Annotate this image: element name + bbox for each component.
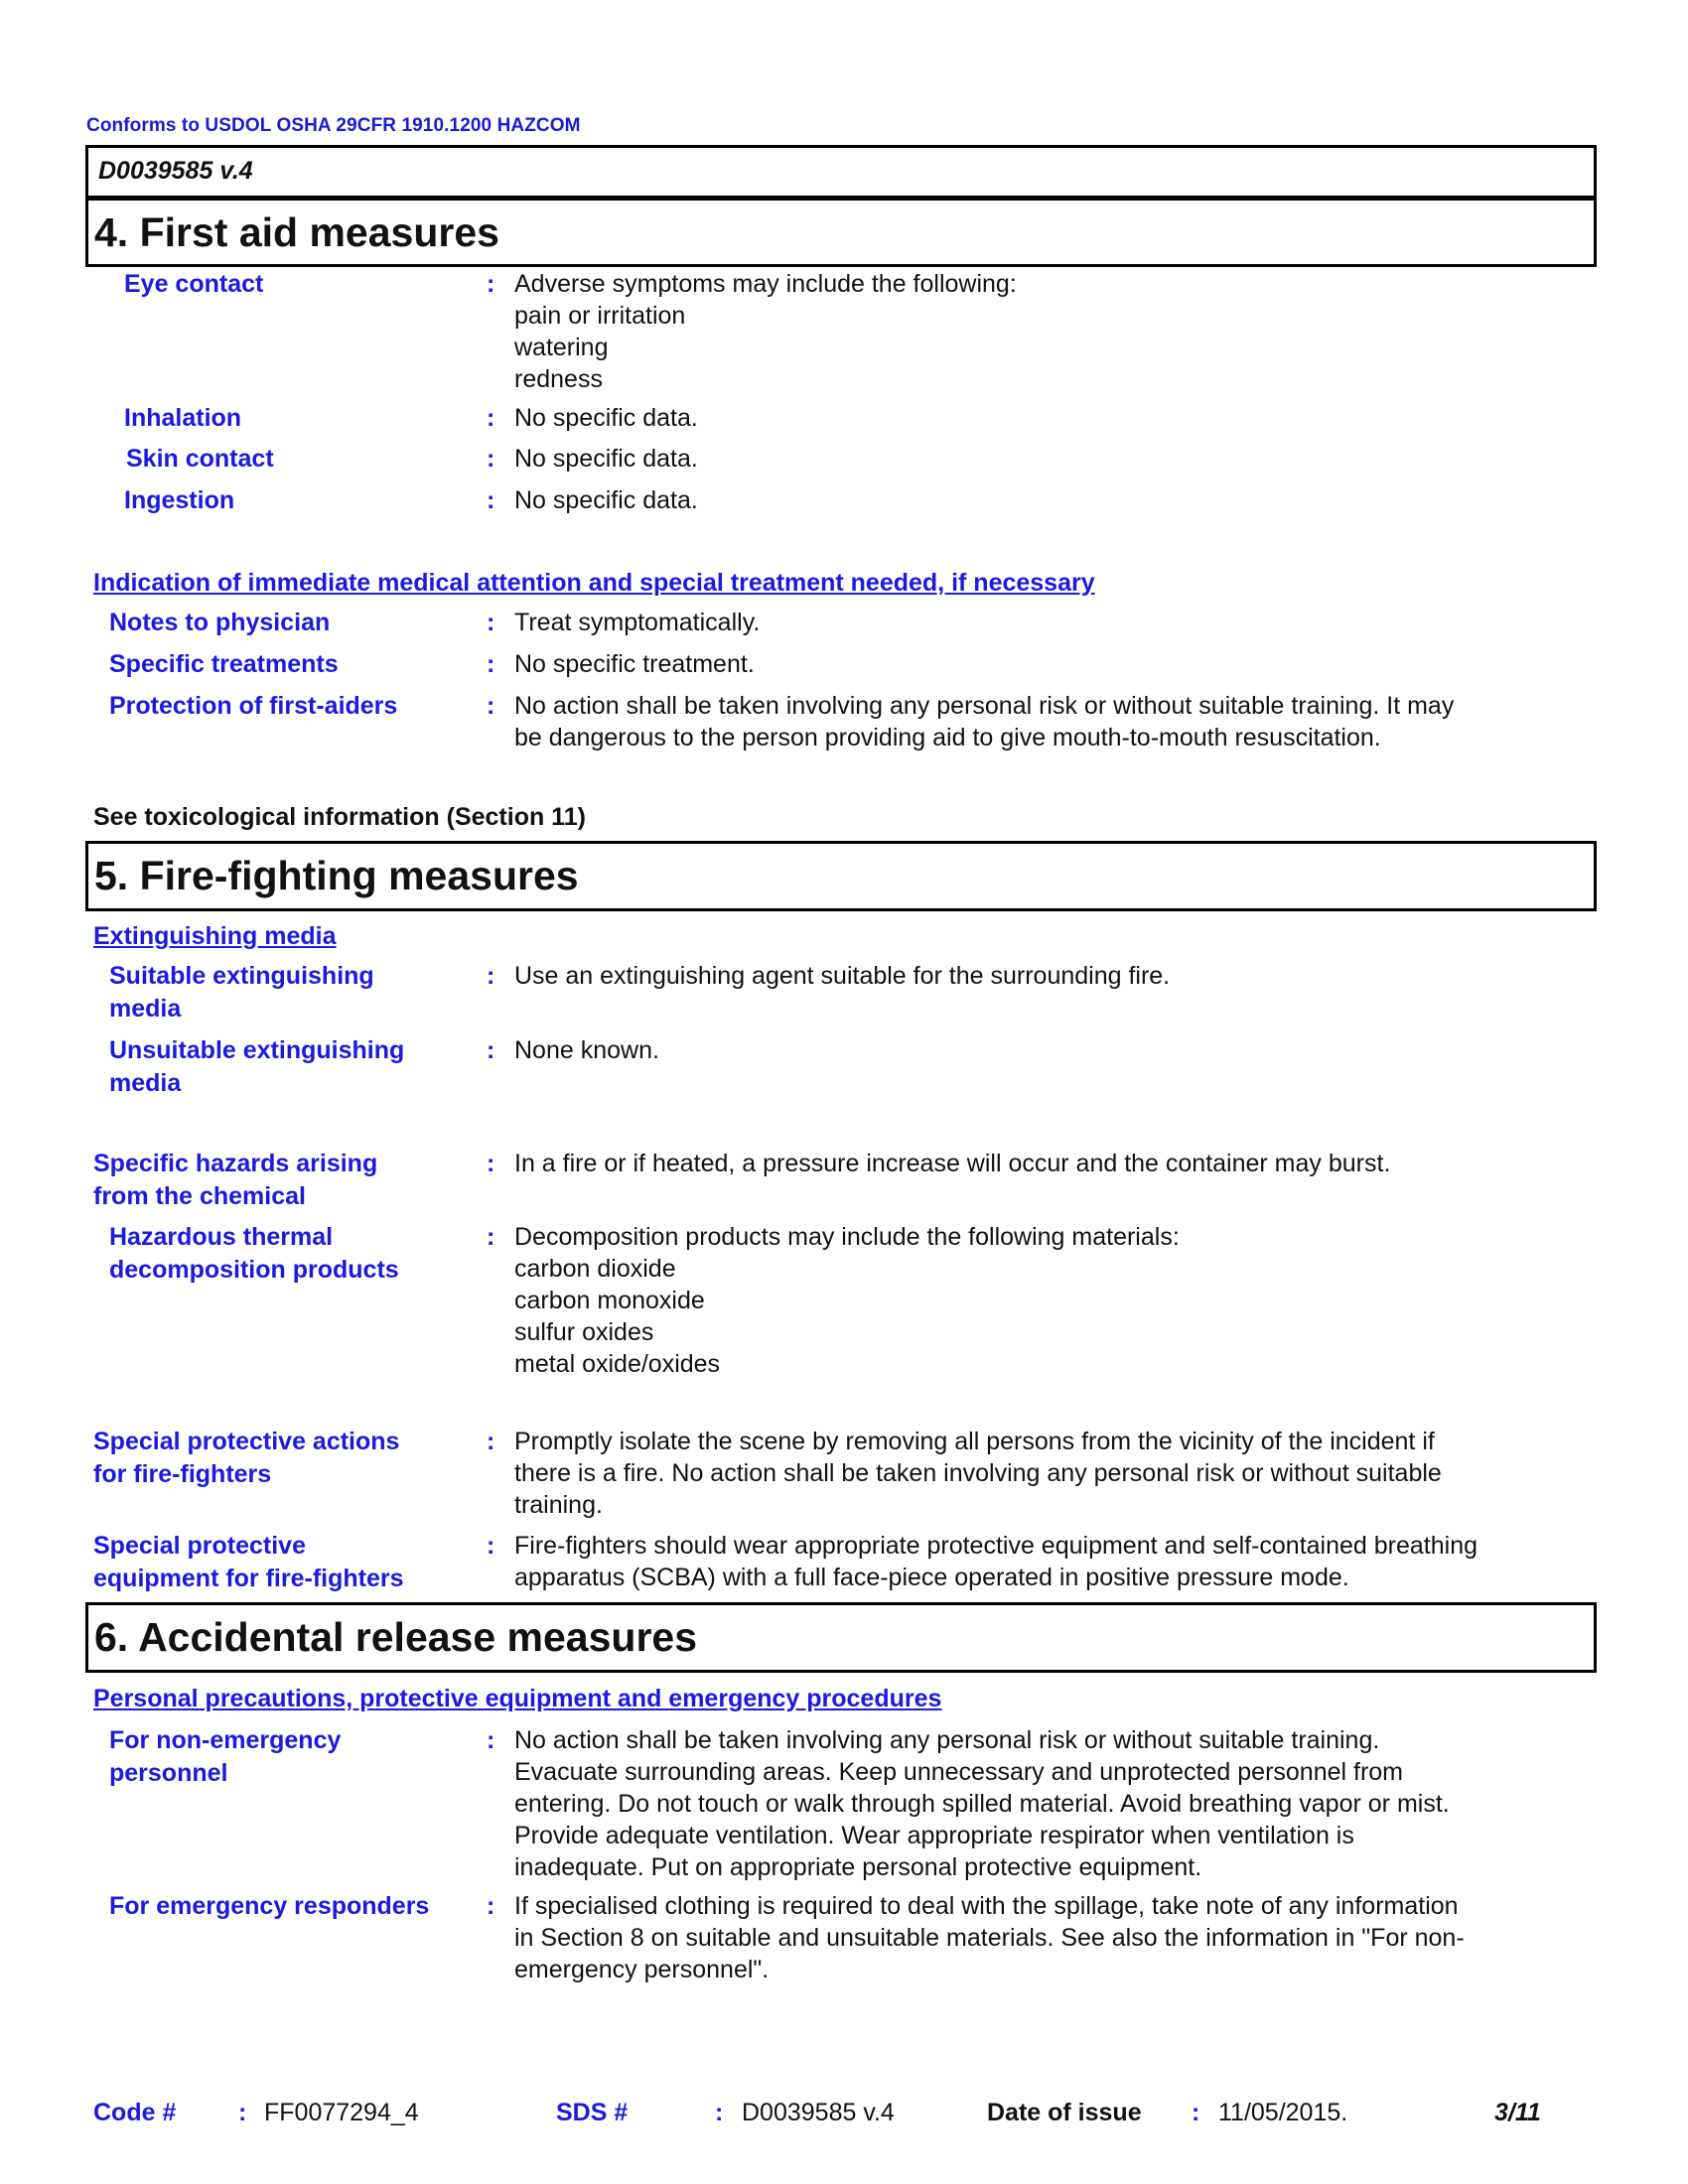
row-label: Special protective equipment for fire-fighters <box>93 1532 404 1592</box>
subheading-personal-precautions: Personal precautions, protective equipment and emergency procedures <box>93 1685 942 1712</box>
section-4-title: 4. First aid measures <box>94 209 499 255</box>
row-label: Notes to physician <box>109 609 331 636</box>
code-value: FF0077294_4 <box>264 2099 419 2126</box>
row-label: Protection of first-aiders <box>109 692 398 720</box>
subheading-medical-attention: Indication of immediate medical attention and special treatment needed, if necessary <box>93 569 1095 597</box>
section-5-title: 5. Fire-fighting measures <box>94 853 579 898</box>
row-colon: : <box>487 445 495 473</box>
row-colon: : <box>487 609 495 636</box>
row-colon: : <box>487 270 495 298</box>
sds-colon: : <box>715 2099 724 2126</box>
row-colon: : <box>487 1150 495 1177</box>
row-colon: : <box>487 1532 495 1560</box>
date-value: 11/05/2015. <box>1218 2099 1348 2126</box>
row-colon: : <box>487 1892 495 1920</box>
row-value: Treat symptomatically. <box>514 609 761 636</box>
row-label: Skin contact <box>126 445 274 473</box>
row-label: Ingestion <box>124 486 235 514</box>
subheading-extinguishing-media: Extinguishing media <box>93 922 337 950</box>
row-colon: : <box>487 1726 495 1754</box>
row-label: Suitable extinguishing media <box>109 962 374 1023</box>
row-label: Specific hazards arising from the chemical <box>93 1150 378 1210</box>
row-value: No specific data. <box>514 445 698 473</box>
row-colon: : <box>487 1223 495 1251</box>
row-value: Promptly isolate the scene by removing all persons from the vicinity of the incident if there is a fire. No action shall be taken involving any personal risk or without suitable training. <box>514 1428 1442 1519</box>
code-colon: : <box>238 2099 247 2126</box>
row-label: For emergency responders <box>109 1892 430 1920</box>
row-label: Special protective actions for fire-fighters <box>93 1428 400 1488</box>
page-number: 3/11 <box>1494 2099 1541 2126</box>
code-label: Code # <box>93 2099 177 2126</box>
row-value: If specialised clothing is required to deal with the spillage, take note of any information in Section 8 on suitable and unsuitable materials. See also the information in "For non- emergency personnel". <box>514 1892 1465 1983</box>
row-label: For non-emergency personnel <box>109 1726 342 1787</box>
row-value: Adverse symptoms may include the following: pain or irritation watering redness <box>514 270 1017 393</box>
row-colon: : <box>487 650 495 678</box>
row-colon: : <box>487 692 495 720</box>
row-label: Hazardous thermal decomposition products <box>109 1223 399 1284</box>
section-4-header <box>85 198 1597 267</box>
row-label: Inhalation <box>124 404 242 432</box>
toxicological-note: See toxicological information (Section 11) <box>93 803 586 831</box>
row-label: Specific treatments <box>109 650 339 678</box>
sds-label: SDS # <box>556 2099 629 2126</box>
row-value: Use an extinguishing agent suitable for the surrounding fire. <box>514 962 1171 990</box>
document-id: D0039585 v.4 <box>98 157 253 185</box>
row-colon: : <box>487 486 495 514</box>
row-colon: : <box>487 1036 495 1064</box>
date-colon: : <box>1192 2099 1200 2126</box>
section-5-header <box>85 841 1597 911</box>
row-value: In a fire or if heated, a pressure increase will occur and the container may burst. <box>514 1150 1391 1177</box>
row-value: No specific treatment. <box>514 650 755 678</box>
row-value: None known. <box>514 1036 659 1064</box>
row-colon: : <box>487 962 495 990</box>
row-value: No specific data. <box>514 404 698 432</box>
sds-value: D0039585 v.4 <box>742 2099 895 2126</box>
row-colon: : <box>487 404 495 432</box>
row-value: Fire-fighters should wear appropriate protective equipment and self-contained breathing apparatus (SCBA) with a full face-piece operated in positive pressure mode. <box>514 1532 1478 1591</box>
conformance-statement: Conforms to USDOL OSHA 29CFR 1910.1200 HAZCOM <box>86 115 581 136</box>
row-value: No action shall be taken involving any personal risk or without suitable training. It may be dangerous to the person providing aid to give mouth-to-mouth resuscitation. <box>514 692 1455 751</box>
section-6-header <box>85 1602 1597 1673</box>
row-label: Eye contact <box>124 270 264 298</box>
section-6-title: 6. Accidental release measures <box>94 1614 698 1660</box>
document-id-box <box>85 145 1597 201</box>
row-value: Decomposition products may include the following materials: carbon dioxide carbon monoxide sulfur oxides metal oxide/oxides <box>514 1223 1180 1378</box>
row-value: No specific data. <box>514 486 698 514</box>
row-value: No action shall be taken involving any personal risk or without suitable training. Evacuate surrounding areas. Keep unnecessary and unprotected personnel from entering. Do not touch or walk through spilled material. Avoid breathing vapor or mist. Provide adequate ventilation. Wear appropriate respirator when ventilation is inadequate. Put on appropriate personal protective equipment. <box>514 1726 1450 1881</box>
row-colon: : <box>487 1428 495 1455</box>
date-label: Date of issue <box>987 2099 1142 2126</box>
row-label: Unsuitable extinguishing media <box>109 1036 405 1097</box>
